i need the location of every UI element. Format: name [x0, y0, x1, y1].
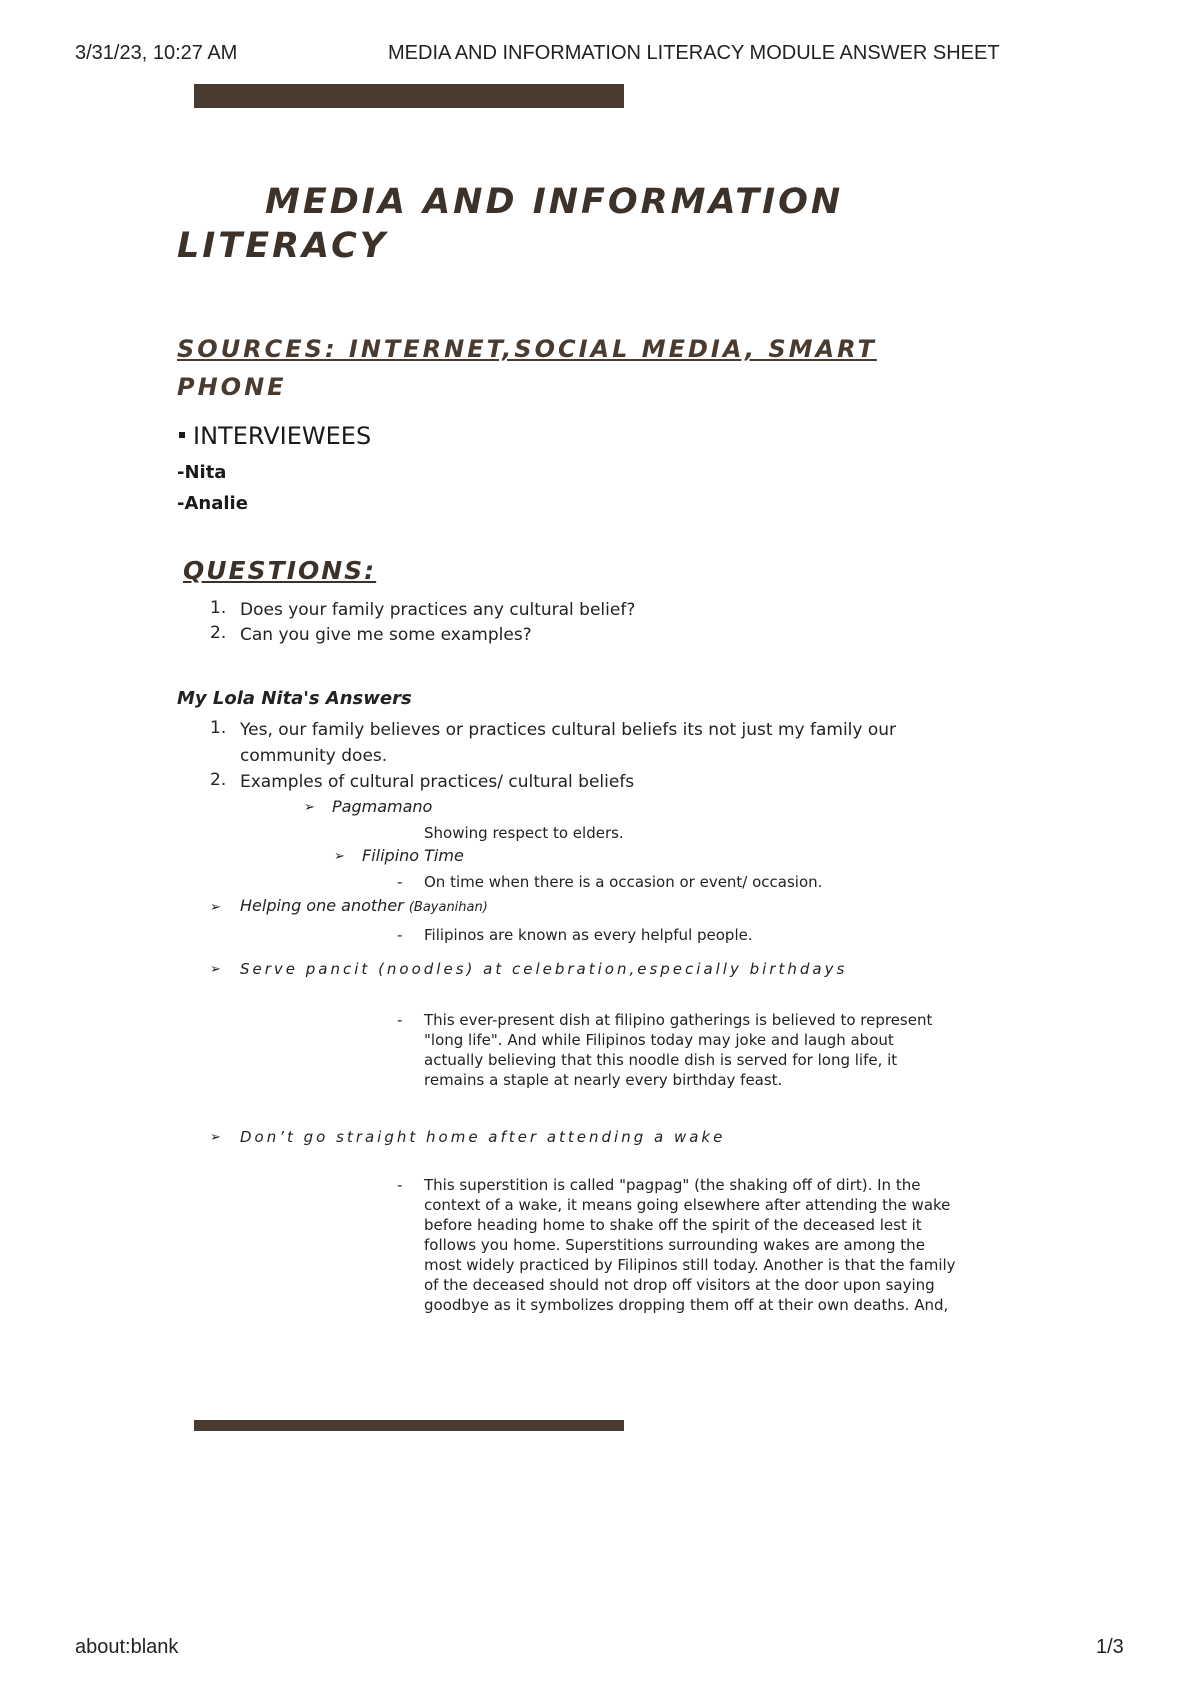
detail-line: of the deceased should not drop off visitors at the door upon saying	[424, 1276, 935, 1294]
top-decorative-bar	[194, 84, 624, 108]
detail-line: This superstition is called "pagpag" (the shaking off of dirt). In the	[424, 1176, 921, 1194]
print-url: about:blank	[75, 1636, 179, 1658]
interviewee-name: -Analie	[177, 493, 248, 514]
answers-heading: My Lola Nita's Answers	[177, 688, 412, 709]
practice-name: Pagmamano	[332, 797, 433, 816]
list-number: 2.	[210, 770, 227, 790]
arrow-bullet-icon: ➢	[210, 900, 221, 915]
practice-name: Filipino Time	[362, 846, 464, 865]
practice-name: Serve pancit (noodles) at celebration,especially birthdays	[240, 960, 848, 978]
print-datetime: 3/31/23, 10:27 AM	[75, 42, 238, 64]
practice-name: Don’t go straight home after attending a wake	[240, 1128, 726, 1146]
dash-bullet: -	[397, 1176, 403, 1194]
answer-item	[240, 717, 896, 769]
arrow-bullet-icon: ➢	[304, 800, 315, 815]
detail-line: actually believing that this noodle dish is served for long life, it	[424, 1051, 898, 1069]
question-item: Does your family practices any cultural belief?	[240, 600, 636, 620]
list-number: 2.	[210, 623, 227, 643]
detail-line: most widely practiced by Filipinos still today. Another is that the family	[424, 1256, 956, 1274]
practice-detail	[424, 1010, 1024, 1090]
detail-line: "long life". And while Filipinos today may joke and laugh about	[424, 1031, 894, 1049]
detail-line: goodbye as it symbolizes dropping them off at their own deaths. And,	[424, 1296, 949, 1314]
arrow-bullet-icon: ➢	[210, 962, 221, 977]
dash-bullet: -	[397, 873, 403, 891]
document-title	[177, 180, 937, 268]
dash-bullet: -	[397, 926, 403, 944]
questions-heading: QUESTIONS:	[183, 556, 377, 585]
sources-line-1: SOURCES: INTERNET,SOCIAL MEDIA, SMART	[177, 335, 877, 363]
practice-name	[240, 896, 488, 915]
square-bullet-icon	[179, 432, 185, 438]
detail-line: follows you home. Superstitions surrounding wakes are among the	[424, 1236, 925, 1254]
list-number: 1.	[210, 718, 227, 738]
title-line-2: LITERACY	[177, 226, 389, 266]
practice-detail: Filipinos are known as every helpful people.	[424, 926, 753, 944]
answer-line: Yes, our family believes or practices cultural beliefs its not just my family our	[240, 720, 897, 740]
sources-line-2: PHONE	[177, 373, 287, 401]
detail-line: context of a wake, it means going elsewhere after attending the wake	[424, 1196, 951, 1214]
question-item: Can you give me some examples?	[240, 625, 532, 645]
answer-item: Examples of cultural practices/ cultural beliefs	[240, 772, 635, 792]
practice-detail: On time when there is a occasion or event/ occasion.	[424, 873, 823, 891]
practice-name-suffix: (Bayanihan)	[408, 900, 488, 915]
practice-detail	[424, 1175, 1024, 1315]
bottom-decorative-bar	[194, 1420, 624, 1431]
arrow-bullet-icon: ➢	[210, 1130, 221, 1145]
practice-name-text: Helping one another	[240, 896, 404, 915]
list-number: 1.	[210, 598, 227, 618]
answer-line: community does.	[240, 746, 388, 766]
dash-bullet: -	[397, 1011, 403, 1029]
detail-line: before heading home to shake off the spirit of the deceased lest it	[424, 1216, 922, 1234]
interviewee-name: -Nita	[177, 462, 227, 483]
practice-detail: Showing respect to elders.	[424, 824, 624, 842]
detail-line: This ever-present dish at filipino gatherings is believed to represent	[424, 1011, 933, 1029]
sources-heading	[177, 330, 937, 406]
title-line-1: MEDIA AND INFORMATION	[265, 182, 844, 222]
interviewees-label: INTERVIEWEES	[193, 422, 372, 450]
interviewees-heading	[177, 422, 371, 450]
print-title: MEDIA AND INFORMATION LITERACY MODULE ANSWER SHEET	[388, 42, 1000, 64]
arrow-bullet-icon: ➢	[334, 849, 345, 864]
detail-line: remains a staple at nearly every birthday feast.	[424, 1071, 783, 1089]
page-number: 1/3	[1096, 1636, 1124, 1658]
